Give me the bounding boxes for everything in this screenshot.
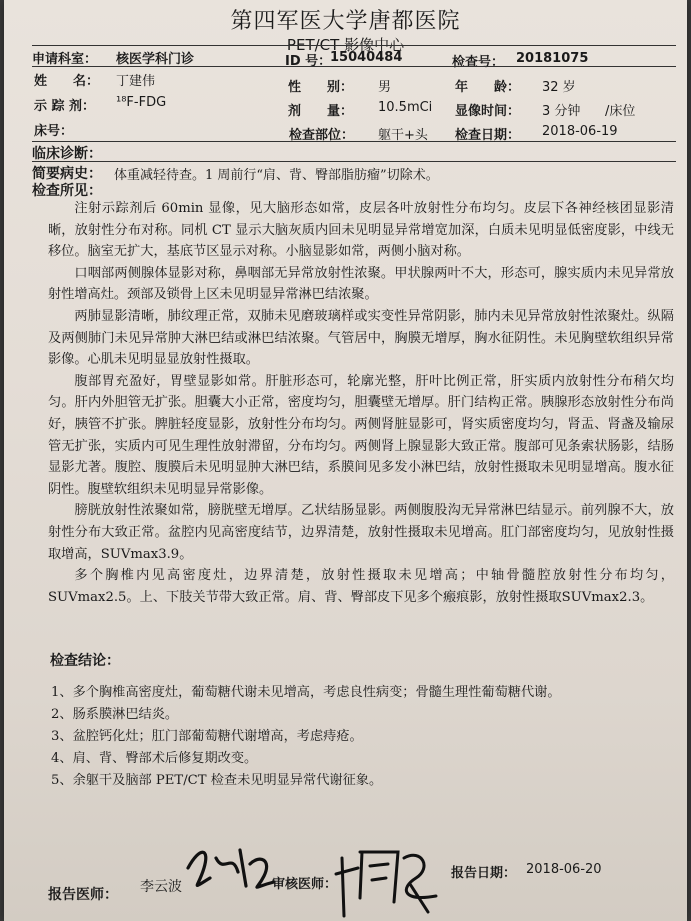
findings-paragraph-chest: 两肺显影清晰，肺纹理正常，双肺未见磨玻璃样或实变性异常阴影，肺内未见异常放射性浓聚灶。纵隔及两侧肺门未见异常肿大淋巴结或淋巴结浓聚。气管居中，胸膜无增厚，胸水征阴性。未见胸壁软组织异常影像。心肌未见明显显放射性摄取。: [48, 308, 674, 368]
exam-no-value: 20181075: [516, 51, 589, 66]
hospital-title: 第四军医大学唐都医院: [230, 9, 461, 34]
name-label: 姓 名：: [34, 74, 100, 89]
divider-row1: [32, 66, 676, 67]
findings-paragraph-bone: 多个胸椎内见高密度灶，边界清楚，放射性摄取未见增高；中轴骨髓腔放射性分布均匀，SUVmax2.5。上、下肢关节带大致正常。肩、背、臀部皮下见多个瘢痕影，放射性摄取SUVmax2.3。: [48, 568, 674, 605]
time-value: 3 分钟: [542, 104, 581, 119]
reviewer-label: 审核医师：: [272, 877, 338, 892]
id-value: 15040484: [330, 50, 403, 65]
date-label: 检查日期：: [455, 128, 521, 143]
findings-paragraph-brain: 注射示踪剂后 60min 显像，见大脑形态如常，皮层各叶放射性分布均匀。皮层下各神经核团显影清晰，放射性分布对称。同机 CT 显示大脑灰质内回未见明显异常增宽加深，白质未见明显低密度影，中线无移位。脑室无扩大，基底节区显示对称。小脑显影如常，两侧小脑对称。: [48, 201, 674, 260]
time-unit: /床位: [605, 104, 636, 119]
name-value: 丁建伟: [116, 74, 156, 89]
reporter-label: 报告医师：: [48, 887, 118, 903]
clinical-diagnosis-label: 临床诊断：: [32, 146, 102, 162]
reporter-name: 李云波: [140, 879, 182, 895]
findings-label: 检查所见：: [32, 183, 102, 199]
dose-value: 10.5mCi: [378, 100, 433, 115]
dept-label: 申请科室：: [32, 52, 98, 67]
tracer-label: 示 踪 剂：: [34, 99, 96, 114]
sex-value: 男: [378, 80, 392, 95]
age-label: 年 龄：: [455, 80, 521, 95]
report-date-label: 报告日期：: [451, 866, 517, 881]
time-label: 显像时间：: [455, 104, 521, 119]
id-label: ID 号：: [285, 54, 332, 69]
conclusion-item: 2、肠系膜淋巴结炎。: [51, 707, 179, 722]
conclusion-list: [51, 682, 681, 792]
divider-diagnosis: [32, 161, 676, 162]
findings-body: [48, 198, 674, 608]
divider-row4: [32, 141, 676, 142]
report-date-value: 2018-06-20: [526, 862, 602, 877]
dept-value: 核医学科门诊: [116, 52, 195, 67]
tracer-value: ¹⁸F-FDG: [116, 95, 167, 110]
exam-no-label: 检查号：: [452, 55, 505, 70]
reviewer-signature: [332, 838, 442, 920]
date-value: 2018-06-19: [542, 124, 618, 139]
site-value: 躯干+头: [378, 128, 428, 143]
reporter-signature: [180, 838, 280, 898]
age-value: 32 岁: [542, 80, 576, 95]
findings-paragraph-abdomen: 腹部胃充盈好，胃壁显影如常。肝脏形态可，轮廓光整，肝叶比例正常，肝实质内放射性分布稍欠均匀。肝内外胆管无扩张。胆囊大小正常，密度均匀，胆囊壁无增厚。肝门结构正常。胰腺形态放射性分布尚好，胰管不扩张。脾脏轻度显影，放射性分布均匀。两侧肾脏显影可，肾实质密度均匀，肾盂、肾盏及输尿管无扩张，实质内可见生理性放射滞留，分布均匀。两侧肾上腺显影大致正常。腹部可见条索状肠影，结肠显影尤著。腹腔、腹膜后未见明显肿大淋巴结，系膜间见多发小淋巴结，放射性摄取未见明显增高。腹水征阴性。腹壁软组织未见明显异常影像。: [48, 373, 674, 497]
conclusion-item: 1、多个胸椎高密度灶，葡萄糖代谢未见增高，考虑良性病变；骨髓生理性葡萄糖代谢。: [51, 685, 561, 700]
site-label: 检查部位：: [289, 128, 355, 143]
report-paper: [4, 0, 687, 921]
findings-paragraph-neck: 口咽部两侧腺体显影对称，鼻咽部无异常放射性浓聚。甲状腺两叶不大，形态可，腺实质内未见异常放射性增高灶。颈部及锁骨上区未见明显异常淋巴结浓聚。: [48, 265, 674, 303]
conclusion-label: 检查结论：: [50, 653, 120, 669]
bed-label: 床号：: [34, 124, 74, 139]
sex-label: 性 别：: [288, 80, 354, 95]
conclusion-item: 3、盆腔钙化灶；肛门部葡萄糖代谢增高，考虑痔疮。: [51, 729, 363, 744]
findings-paragraph-pelvis: 膀胱放射性浓聚如常，膀胱壁无增厚。乙状结肠显影。两侧腹股沟无异常淋巴结显示。前列腺不大，放射性分布大致正常。盆腔内见高密度结节，边界清楚，放射性摄取未见增高。肛门部密度均匀，见放射性摄取增高，SUVmax3.9。: [48, 503, 674, 562]
divider-top: [32, 45, 676, 46]
history-label: 简要病史：: [32, 166, 102, 182]
center-subtitle: PET/CT 影像中心: [286, 36, 405, 54]
conclusion-item: 5、余躯干及脑部 PET/CT 检查未见明显异常代谢征象。: [51, 773, 383, 788]
conclusion-item: 4、肩、背、臀部术后修复期改变。: [51, 751, 258, 766]
dose-label: 剂 量：: [288, 104, 354, 119]
history-text: 体重减轻待查。1 周前行“肩、背、臀部脂肪瘤”切除术。: [114, 168, 439, 183]
